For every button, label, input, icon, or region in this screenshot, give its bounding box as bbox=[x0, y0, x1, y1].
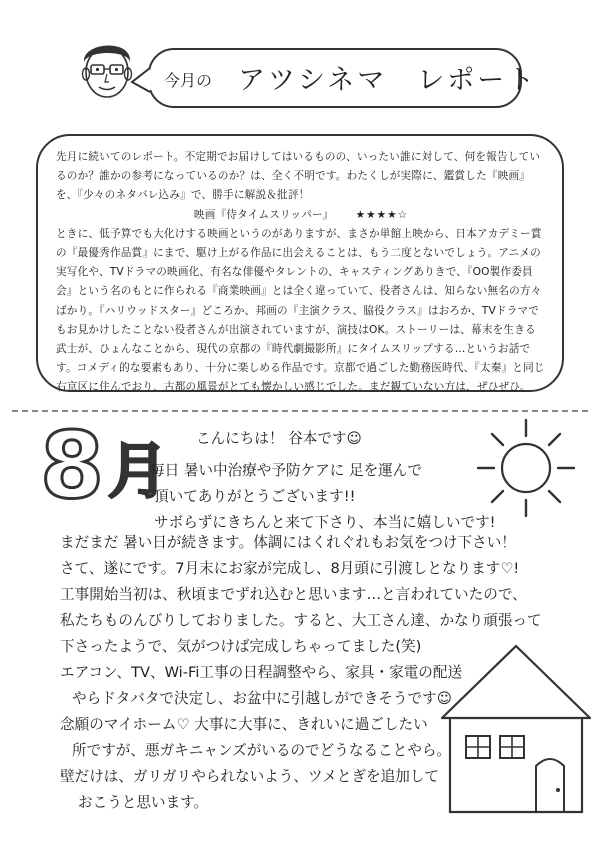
rating-stars: ★★★★☆ bbox=[355, 208, 409, 221]
body-line: 下さったようで、気がつけば完成しちゃってました(笑) bbox=[60, 638, 422, 655]
bubble-tail bbox=[130, 60, 152, 100]
house-icon bbox=[438, 640, 594, 820]
month-number: 8 bbox=[40, 412, 105, 519]
body-line: 私たちものんびりしておりました。すると、大工さん達、かなり頑張って bbox=[60, 612, 542, 629]
body-line: 念願のマイホーム♡ 大事に大事に、きれいに過ごしたい bbox=[60, 716, 428, 733]
movie-heading bbox=[56, 206, 546, 225]
movie-title: 映画『侍タイムスリッパー』 bbox=[193, 208, 334, 221]
report-intro: 先月に続いてのレポート。不定期でお届けしてはいるものの、いったい誰に対して、何を報告しているのか？誰かの参考になっているのか？は、全く不明です。わたくしが実際に、鑑賞した『映画』を、『少々のネタバレ込み』で、勝手に解説＆批評！ bbox=[56, 151, 541, 202]
body-line: 所ですが、悪ガキニャンズがいるのでどうなることやら。 bbox=[72, 742, 452, 759]
greeting-line: こんにちは！ 谷本です☺ bbox=[196, 430, 362, 447]
intro-lines bbox=[150, 458, 496, 536]
doctor-portrait-icon bbox=[76, 36, 138, 108]
body-line: 壁だけは、ガリガリやられないよう、ツメとぎを追加して bbox=[60, 768, 440, 785]
report-body bbox=[56, 148, 546, 398]
body-line: さて、遂にです。7月末にお家が完成し、8月頭に引渡しとなります♡! bbox=[60, 560, 520, 577]
body-line: おこうと思います。 bbox=[78, 794, 209, 811]
body-line: まだまだ 暑い日が続きます。体調にはくれぐれもお気をつけ下さい！ bbox=[60, 534, 516, 551]
intro-line: 毎日 暑い中治療や予防ケアに 足を運んで bbox=[150, 462, 422, 479]
body-line: やらドタバタで決定し、お盆中に引越しができそうです☺ bbox=[72, 690, 452, 707]
report-review: ときに、低予算でも大化けする映画というのがありますが、まさか単館上映から、日本アカデミー賞の『最優秀作品賞』にまで、駆け上がる作品に出会えることは、もう二度とないでしょう。アニメの実写化や、TVドラマの映画化、有名な俳優やタレントの、キャスティングありきで、『OO製作委員会』という名のもとに作られる『商業映画』とは全く違っていて、役者さんは、知らない無名の方々ばかり。『ハリウッドスター』どころか、邦画の『主演クラス、脇役クラス』はおろか、TVドラマでもお見かけしたことない役者さんが出演されていますが、演技はOK。ストーリーは、幕末を生きる武士が、ひょんなことから、現代の京都の『時代劇撮影所』にタイムスリップする…というお話です。コメディ的な要素もあり、十分に楽しめる作品です。京都で過ごした勤務医時代、『太秦』と同じ右京区に住んでおり、古都の風景がとても懐かしい感じでした。まだ観ていない方は、ぜひぜひ。 bbox=[56, 227, 545, 394]
body-line: エアコン、TV、Wi-Fi工事の日程調整やら、家具・家電の配送 bbox=[60, 664, 463, 681]
intro-line: 頂いてありがとうございます!! bbox=[154, 488, 356, 505]
page-title: アツシネマ レポート bbox=[238, 65, 538, 96]
month-label: 月 bbox=[108, 437, 168, 507]
intro-line: サボらずにきちんと来て下さり、本当に嬉しいです! bbox=[154, 514, 496, 531]
body-line: 工事開始当初は、秋頃までずれ込むと思います…と言われていたので、 bbox=[60, 586, 527, 603]
title-prefix: 今月の bbox=[164, 71, 213, 90]
